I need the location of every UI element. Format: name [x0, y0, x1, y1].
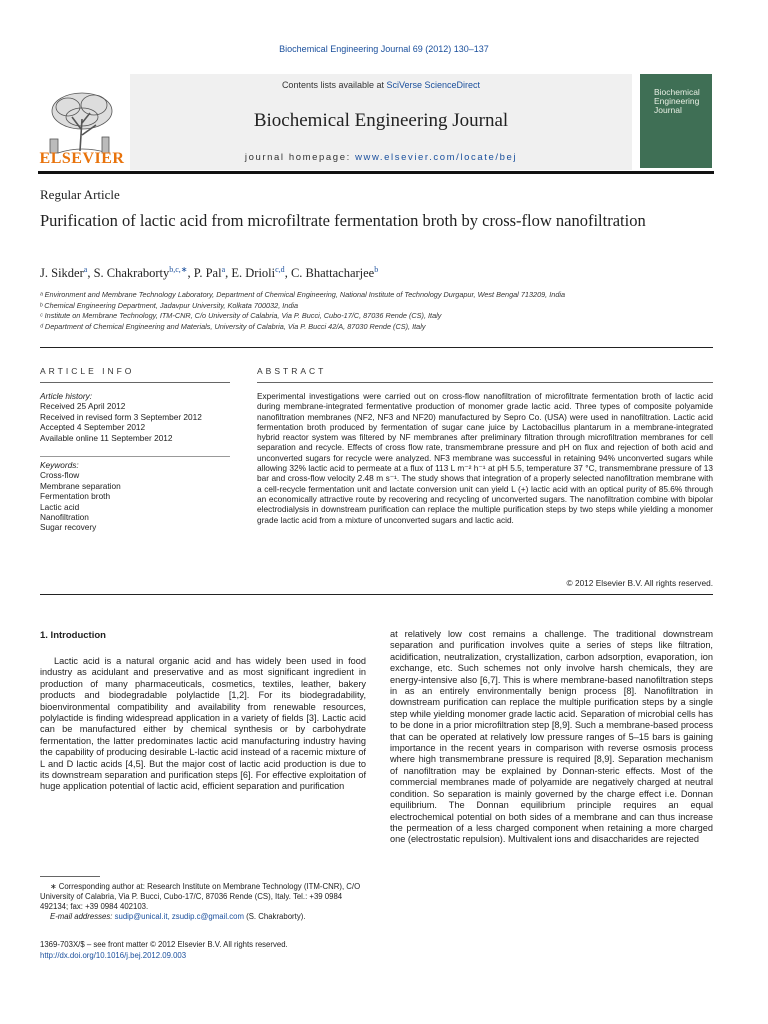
author-separator: , [187, 266, 194, 281]
affiliation-item: ᵃ Environment and Membrane Technology Laboratory, Department of Chemical Engineering, National Institute of Technology Durgapur, West Bengal 713209, India [40, 290, 566, 299]
intro-right-column [390, 629, 713, 846]
cover-title: Biochemical Engineering Journal [654, 87, 700, 115]
keyword-item: Nanofiltration [40, 512, 89, 523]
keywords-rule [40, 456, 230, 457]
history-item: Received 25 April 2012 [40, 401, 126, 412]
section-rule [40, 347, 713, 348]
journal-homepage [130, 152, 632, 163]
author-separator: , [284, 266, 291, 281]
history-item: Received in revised form 3 September 2012 [40, 411, 202, 422]
author-affiliation-marker[interactable]: b,c,∗ [169, 265, 188, 274]
journal-title: Biochemical Engineering Journal [253, 110, 509, 131]
paper-title: Purification of lactic acid from microfiltrate fermentation broth by cross-flow nanofiltration [40, 211, 646, 230]
affiliation-item: ᶜ Institute on Membrane Technology, ITM-CNR, C/o University of Calabria, Via P. Bucci, Cubo-17/C, 87036 Rende (CS), Italy [40, 311, 442, 320]
author-separator: , [87, 266, 94, 281]
abstract-rule [257, 382, 713, 383]
issn-line: 1369-703X/$ – see front matter © 2012 Elsevier B.V. All rights reserved. [40, 940, 288, 949]
header-rule [38, 171, 714, 174]
author-name: P. Pal [193, 266, 222, 281]
affiliations [40, 290, 730, 332]
keyword-item: Lactic acid [40, 501, 80, 512]
footnote-corresponding: ∗ Corresponding author at: Research Institute on Membrane Technology (ITM-CNR), C/O University of Calabria, Via P. Bucci, Cubo-17/C, 87036 Rende (CS), Italy. Tel.: +39 0984 492134; fax: +39 0984 402103. [40, 882, 361, 911]
author-name: C. Bhattacharjee [290, 266, 375, 281]
email-label: E-mail addresses: [50, 912, 115, 921]
footnote-emails [40, 912, 370, 922]
keyword-item: Cross-flow [40, 470, 80, 481]
author-list [40, 265, 378, 281]
intro-paragraph-continued: at relatively low cost remains a challenge. The traditional downstream separation and purification involves quite a series of steps like filtration, acidification, neutralization, crystallization, carbon adsorption, evaporation, ion exchange, etc. Such schemes not only involve harsh chemicals, they are energy-intensive also [6,7]. This is where membrane-based nanofiltration steps in as an entirely environmentally benign process [8]. Nanofiltration in downstream purification can replace the multiple purification steps by a single step while yielding monomer grade lactic acid. Separation of microbial cells has to be done in a prior microfiltration step [8,9]. Such a membrane-based process that can be operated at relatively low pressure ranges of 5–15 bars is gaining importance in the recent years in comparison with reverse osmosis process where high transmembrane pressure is required [8,9]. Separation mechanism of nanofiltration may be explained by Donnan-steric effects. Most of the commercial membranes made of polyamide are negatively charged at neutral condition. So separation is mainly governed by the charge effect i.e. Donnan equilibrium. The Donnan equilibrium principle requires an equal electrochemical potential on both sides of a membrane and can thus increase the permeation of a less charged component when retaining a more charged one (electrostatic repulsion). Multivalent ions and disaccharides are rejected [390, 629, 713, 845]
affiliation-item: ᵇ Chemical Engineering Department, Jadavpur University, Kolkata 700032, India [40, 300, 299, 310]
abstract-end-rule [40, 594, 713, 595]
history-list [40, 401, 240, 443]
history-item: Accepted 4 September 2012 [40, 422, 146, 433]
author-affiliation-marker[interactable]: c,d [275, 265, 285, 274]
author-separator: , [225, 266, 232, 281]
homepage-link[interactable]: www.elsevier.com/locate/bej [355, 152, 518, 163]
author-affiliation-marker[interactable]: a [221, 265, 226, 274]
history-label: Article history: [40, 391, 93, 401]
journal-reference[interactable]: Biochemical Engineering Journal 69 (2012) 130–137 [279, 44, 489, 54]
corresponding-author-footnote [40, 882, 370, 922]
keywords-block [40, 460, 240, 533]
publisher-logo-text: ELSEVIER [39, 150, 125, 167]
keyword-item: Membrane separation [40, 480, 121, 491]
author-name: E. Drioli [231, 266, 276, 281]
abstract-text: Experimental investigations were carried out on cross-flow nanofiltration of microfiltrate fermentation broth of lactic acid during membrane-integrated fermentative production of monomer grade lactic acid. Three types of composite polyamide nanofiltration membranes (NF2, NF3 and NF20) manufactured by Sepro Co. (USA) were used in nanofiltration. Lactic acid fermentation broth produced by fermentation of sugar cane juice by Lactobacillus plantarum in a membrane-integrated hybrid reactor system was filtered by NF membranes after preliminary filtration through microfiltration membranes for cell separation and recycle. Effects of cross flow rate, transmembrane pressure and pH on flux and rejection of both acid and unconverted sugars for recycle were analyzed. NF3 membrane was successful in retaining 94% unconverted sugars while allowing 32% lactic acid to permeate at a flux of 113 L m⁻² h⁻¹ at pH 5.5, temperature 37 °C, transmembrane pressure of 13 bar and cross-flow velocity 2.48 m s⁻¹. The study shows that integration of a properly selected nanofiltration membrane with a cell-recycle fermentation unit and lactate conversion unit can yield L (+) lactic acid with an optical purity of 85.6% through an economically attractive route by recovering and recycling of unconverted sugars. The nanofiltration combine with bipolar electrodialysis in downstream purification can replace the multiple purification steps by two steps while yielding a monomer grade lactic acid from a mixture of unconverted sugars and lactic acid. [257, 391, 713, 525]
keywords-list [40, 470, 240, 532]
homepage-prefix: journal homepage: [244, 152, 356, 163]
affiliation-item: ᵈ Department of Chemical Engineering and Materials, University of Calabria, Via P. Bucci 42/A, 87030 Rende (CS), Italy [40, 321, 426, 331]
email-links[interactable]: sudip@unical.it, zsudip.c@gmail.com [114, 912, 244, 921]
history-item: Available online 11 September 2012 [40, 432, 173, 443]
intro-paragraph-1: Lactic acid is a natural organic acid and has widely been used in food industry as acidulant and preservative and as most significant ingredient in production of many pharmaceuticals, cosmetics, textiles, leather, bakery products and biodegradable polylactide [1,2]. For its biodegradability, bioenvironmental compatibility and availability from renewable resources, polylactide is finding widespread application in a variety of fields [3]. Lactic acid can be manufactured either by chemical synthesis or by carbohydrate fermentation, the latter predominates lactic acid manufacturing industry having the capability of producing desirable L-lactic acid instead of a racemic mixture of L and D lactic acids [4,5]. But the major cost of lactic acid production is due to its downstream separation and purification steps [6]. For effective exploitation of huge application potential of lactic acid, efficient separation and purification [40, 656, 366, 792]
keywords-label: Keywords: [40, 460, 79, 470]
section-heading-introduction: 1. Introduction [40, 630, 106, 641]
abstract-heading: ABSTRACT [257, 366, 327, 376]
page-footer [40, 939, 370, 961]
sciencedirect-link[interactable]: SciVerse ScienceDirect [386, 80, 481, 90]
keyword-item: Sugar recovery [40, 522, 97, 533]
keyword-item: Fermentation broth [40, 491, 111, 502]
contents-line [130, 80, 632, 90]
intro-left-column [40, 656, 366, 793]
author-name: J. Sikder [40, 266, 84, 281]
author-affiliation-marker[interactable]: b [374, 265, 379, 274]
contents-prefix: Contents lists available at [281, 80, 387, 90]
author-affiliation-marker[interactable]: a [83, 265, 88, 274]
abstract-copyright: © 2012 Elsevier B.V. All rights reserved. [566, 578, 713, 588]
article-info-heading: ARTICLE INFO [40, 366, 135, 376]
article-history [40, 391, 240, 443]
article-type: Regular Article [40, 187, 120, 202]
email-suffix: (S. Chakraborty). [243, 912, 306, 921]
doi-link[interactable]: http://dx.doi.org/10.1016/j.bej.2012.09.003 [40, 951, 187, 960]
info-rule [40, 382, 230, 383]
journal-cover-image[interactable] [640, 74, 712, 168]
footnote-rule [40, 876, 100, 877]
author-name: S. Chakraborty [93, 266, 170, 281]
